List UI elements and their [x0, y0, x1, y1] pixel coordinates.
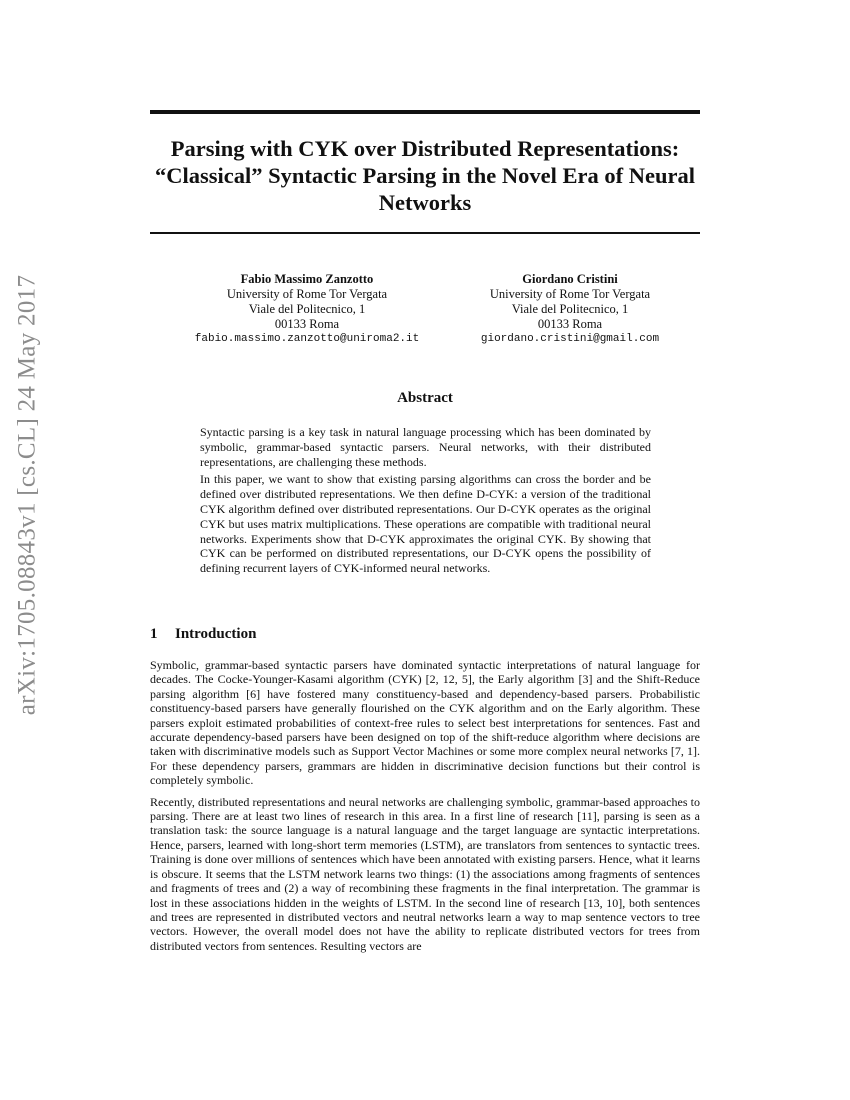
title-top-rule [150, 110, 700, 114]
author-block-2 [435, 272, 705, 347]
section-heading [150, 626, 256, 643]
section-body [150, 658, 700, 960]
author-name: Fabio Massimo Zanzotto [240, 272, 374, 286]
arxiv-stamp [2, 274, 52, 716]
body-paragraph: Recently, distributed representations and neural networks are challenging symbolic, grammar-based approaches to parsing. There are at least two lines of research in this area. In a first line of research [11], parsing is seen as a translation task: the source language is a natural language and the target language are syntactic interpretations. Hence, parsers, learned with long-short term memories (LSTM), are translators from sentences to syntactic trees. Training is done over millions of sentences which have been annotated with existing parsers. Hence, what it learns is obscure. It seems that the LSTM network learns two things: (1) the associations among fragments of sentences and fragments of trees and (2) a way of recombining these fragments in the final interpretation. The grammar is lost in these associations hidden in the weights of LSTM. In the second line of research [13, 10], both sentences and trees are represented in distributed vectors and neutral networks learn a way to map sentence vectors to tree vectors. However, the overall model does not have the ability to replicate distributed vectors for trees from distributed vectors from sentences. Resulting vectors are [150, 794, 700, 953]
author-affiliation: University of Rome Tor Vergata [489, 287, 651, 301]
arxiv-stamp-text: arXiv:1705.08843v1 [cs.CL] 24 May 2017 [13, 274, 41, 716]
body-paragraph: Symbolic, grammar-based syntactic parsers have dominated syntactic interpretations of natural language for decades. The Cocke-Younger-Kasami algorithm (CYK) [2, 12, 5], the Early algorithm [3] and the Shift-Reduce parsing algorithm [6] have fostered many constituency-based and dependency-based parsers. Probabilistic constituency-based parsers have generally flourished on the CYK algorithm and on the Early algorithm. These parsers exploit estimated probabilities of context-free rules to select best interpretations for sentences. Fast and accurate dependency-based parsers have been designed on top of the shift-reduce algorithm where decisions are taken with discriminative models such as Support Vector Machines or some more complex neural networks [7, 1]. For these dependency parsers, grammars are hidden in discriminative decision functions but their control is completely symbolic. [150, 658, 700, 788]
author-affiliation: University of Rome Tor Vergata [226, 287, 388, 301]
author-address: Viale del Politecnico, 1 [248, 302, 366, 316]
title-bottom-rule [150, 232, 700, 234]
author-email: fabio.massimo.zanzotto@uniroma2.it [194, 333, 420, 345]
abstract-body [200, 425, 651, 579]
author-email: giordano.cristini@gmail.com [480, 333, 660, 345]
abstract-paragraph: In this paper, we want to show that existing parsing algorithms can cross the border and be defined over distributed representations. We then define D-CYK: a version of the traditional CYK algorithm defined over distributed representations. Our D-CYK operates as the original CYK but uses matrix multiplications. These operations are compatible with traditional neural networks. Experiments show that D-CYK approximates the original CYK. By showing that CYK can be performed on distributed representations, our D-CYK opens the possibility of defining recurrent layers of CYK-informed neural networks. [200, 472, 651, 576]
abstract-paragraph: Syntactic parsing is a key task in natural language processing which has been dominated by symbolic, grammar-based syntactic parsers. Neural networks, with their distributed representations, are challenging these methods. [200, 425, 651, 469]
section-title: Introduction [175, 626, 257, 642]
author-name: Giordano Cristini [522, 272, 618, 286]
author-city: 00133 Roma [537, 317, 603, 331]
section-number: 1 [150, 626, 158, 642]
author-block-1 [172, 272, 442, 347]
paper-title: Parsing with CYK over Distributed Representations: “Classical” Syntactic Parsing in the Novel Era of Neural Networks [155, 136, 695, 215]
author-address: Viale del Politecnico, 1 [511, 302, 629, 316]
author-city: 00133 Roma [274, 317, 340, 331]
abstract-heading: Abstract [397, 390, 453, 406]
